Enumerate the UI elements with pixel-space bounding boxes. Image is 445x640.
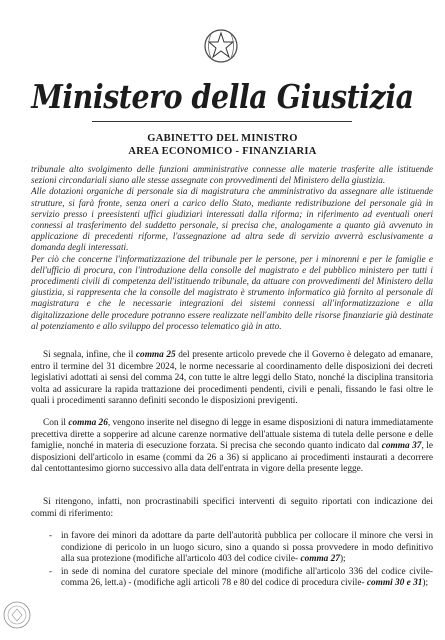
reference-comma-37: comma 37 xyxy=(381,441,422,452)
stamp-icon xyxy=(2,600,32,630)
reference-comma-26: comma 26 xyxy=(68,418,108,428)
reference-comma-25: comma 25 xyxy=(135,350,176,360)
office-name: GABINETTO DEL MINISTRO xyxy=(147,133,298,144)
italic-paragraph: Alle dotazioni organiche di personale sia di magistratura che amministrativo da assegnare alle istituende strutture, si farà fronte, senza oneri a carico dello Stato, mediante redistribuzione del personale già in servizio presso i preesistenti uffici giudiziari interessati dalla riforma; in riferimento ad eventuali oneri connessi al trasferimento del suddetto personale, si precisa che, analogamente a quanto già avvenuto in applicazione di precedenti riforme, l'assegnazione ad altra sede di servizio avverrà esclusivamente a domanda degli interessati. xyxy=(31,186,433,253)
paragraph-interventions: Si ritengono, infatti, non procrastinabili specifici interventi di seguito riportati con indicazione dei commi di riferimento: xyxy=(31,497,433,519)
paragraph-comma-26: Con il comma 26, vengono inserite nel disegno di legge in esame disposizioni di natura immediatamente precettiva dirette a sopperire ad alcune carenze normative dell'attuale sistema di tutela delle persone e delle famiglie, nonché in materia di esecuzione forzata. Si precisa che secondo quanto indicato dal comma 37, le disposizioni dell'articolo in esame (commi da 26 a 36) si applicano ai procedimenti instaurati a decorrere dal centottantesimo giorno successivo alla data dell'entrata in vigore della presente legge. xyxy=(31,418,434,475)
italic-paragraph: tribunale alto svolgimento delle funzioni amministrative connesse alle materie trasferite alle istituende sezioni circondariali siano alle stesse assegnate con provvedimenti del Ministero della giustizia. xyxy=(31,164,433,186)
office-area: AREA ECONOMICO - FINANZIARIA xyxy=(128,146,317,157)
ministry-title: Ministero della Giustizia xyxy=(31,77,414,116)
italic-paragraph: Per ciò che concerne l'informatizzazione del tribunale per le persone, per i minorenni e per le famiglie e dell'ufficio di procura, con l'introduzione della consolle del magistrato e del pubblico ministero per tutti i procedimenti civili di competenza dell'istituendo tribunale, da attuare con provvedimenti del Ministero della giustizia, si rappresenta che la consolle del magistrato è strumento informatico già fornito al personale di magistratura e che le necessarie integrazioni dei sistemi connessi all'informatizzazione e alla digitalizzazione delle procedure potranno essere realizzate nell'ambito delle risorse finanziarie già destinate al potenziamento e allo sviluppo del processo telematico già in atto. xyxy=(31,253,433,331)
list-item: - in sede di nomina del curatore speciale del minore (modifiche all'articolo 336 del codice civile- comma 26, lett.a) - (modifiche agli articoli 78 e 80 del codice di procedura civile- commi 30 e 31); xyxy=(49,566,433,589)
title-divider xyxy=(92,121,352,122)
quoted-report-text xyxy=(31,164,433,332)
interventions-list xyxy=(31,531,433,591)
emblem-icon xyxy=(202,26,240,68)
list-item: - in favore dei minori da adottare da parte dell'autorità pubblica per collocare il minore che versi in condizione di pericolo in un luogo sicuro, sino a quando si possa provvedere in modo definitivo alla sua protezione (modifiche all'articolo 403 del codice civile- comma 27); xyxy=(49,531,433,565)
paragraph-comma-25: Si segnala, infine, che il comma 25 del presente articolo prevede che il Governo è delegato ad emanare, entro il termine del 31 dicembre 2024, le norme necessarie al coordinamento delle disposizioni dei decreti legislativi adottati ai sensi del comma 24, con tutte le altre leggi dello Stato, nonché la disciplina transitoria volta ad assicurare la rapida trattazione dei procedimenti pendenti, civili e penali, fissando le fasi oltre le quali i procedimenti saranno definiti secondo le disposizioni previgenti. xyxy=(31,350,433,407)
